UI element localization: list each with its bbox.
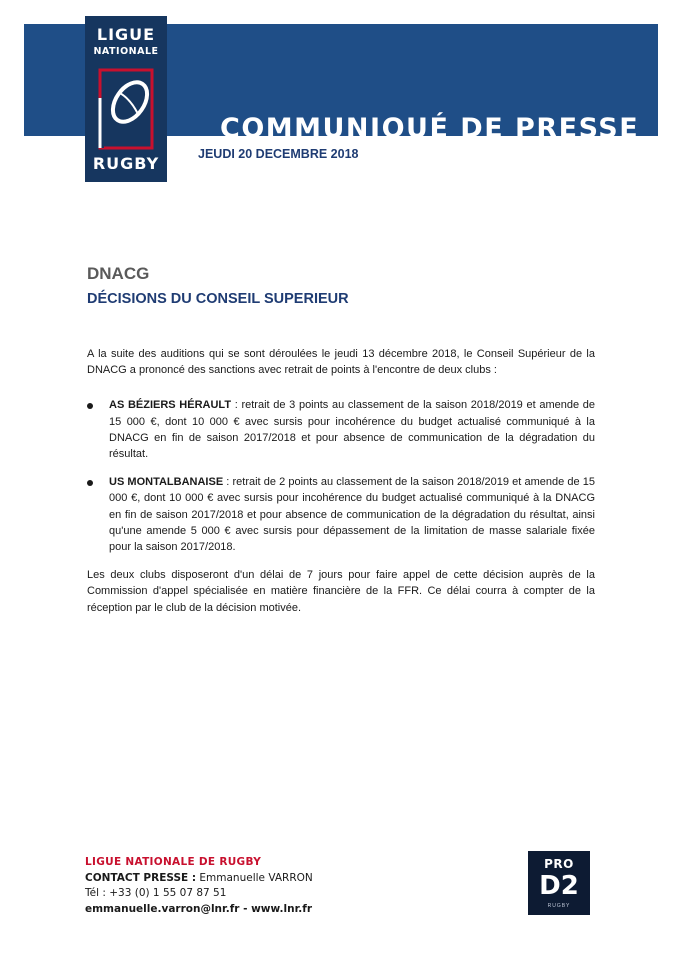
bullet-icon bbox=[87, 480, 93, 486]
contact-label: CONTACT PRESSE : bbox=[85, 871, 197, 884]
lnr-logo bbox=[85, 16, 167, 182]
article-kicker: DNACG bbox=[87, 264, 150, 283]
footer-email-web[interactable]: emmanuelle.varron@lnr.fr - www.lnr.fr bbox=[85, 902, 313, 915]
sanction-text: : retrait de 3 points au classement de la saison 2018/2019 et amende de 15 000 €, dont 10 000 € avec sursis pour incohérence du budget actualisé communiqué à la DNACG en fin de saison 2017/2018 et pour absence de communication de la dégradation du résultat. bbox=[109, 399, 595, 461]
press-release-title: COMMUNIQUÉ DE PRESSE bbox=[220, 113, 640, 144]
prod2-logo-top: PRO bbox=[544, 857, 574, 871]
closing-paragraph: Les deux clubs disposeront d'un délai de 7 jours pour faire appel de cette décision auprès de la Commission d'appel spécialisée en matière financière de la FFR. Ce délai courra à compter de la réception par le club de la décision motivée. bbox=[87, 569, 595, 614]
prod2-logo-small: RUGBY bbox=[547, 903, 571, 909]
logo-text-ligue: LIGUE bbox=[96, 25, 156, 44]
list-item bbox=[87, 474, 595, 555]
bullet-icon bbox=[87, 403, 93, 409]
prod2-logo-main: D2 bbox=[539, 871, 579, 901]
footer-phone: Tél : +33 (0) 1 55 07 87 51 bbox=[85, 887, 227, 899]
intro-paragraph: A la suite des auditions qui se sont déroulées le jeudi 13 décembre 2018, le Conseil Supérieur de la DNACG a prononcé des sanctions avec retrait de points à l'encontre de deux clubs : bbox=[87, 348, 595, 377]
sanction-text: : retrait de 2 points au classement de la saison 2018/2019 et amende de 15 000 €, dont 10 000 € avec sursis pour incohérence du budget actualisé communiqué à la DNACG en fin de saison 2017/2018 et pour absence de communication de la dégradation du résultat, ainsi qu'une amende 5 000 € avec sursis pour dépassement de la limitation de masse salariale fixée pour la saison 2017/2018. bbox=[109, 476, 595, 554]
contact-name: Emmanuelle VARRON bbox=[196, 871, 313, 884]
logo-text-rugby: RUGBY bbox=[92, 154, 160, 173]
rugby-ball-icon bbox=[94, 68, 158, 150]
footer-contact bbox=[85, 855, 313, 917]
prod2-logo bbox=[528, 851, 590, 915]
footer-contact-line bbox=[85, 871, 313, 887]
club-name: AS BÉZIERS HÉRAULT bbox=[109, 399, 232, 412]
sanctions-list bbox=[87, 397, 595, 555]
logo-text-nationale: NATIONALE bbox=[93, 46, 159, 57]
footer-org: LIGUE NATIONALE DE RUGBY bbox=[85, 856, 262, 868]
release-date: JEUDI 20 DECEMBRE 2018 bbox=[198, 147, 359, 161]
club-name: US MONTALBANAISE bbox=[109, 476, 224, 489]
article-body bbox=[87, 346, 595, 616]
article-headline: DÉCISIONS DU CONSEIL SUPERIEUR bbox=[87, 291, 349, 307]
list-item bbox=[87, 397, 595, 462]
